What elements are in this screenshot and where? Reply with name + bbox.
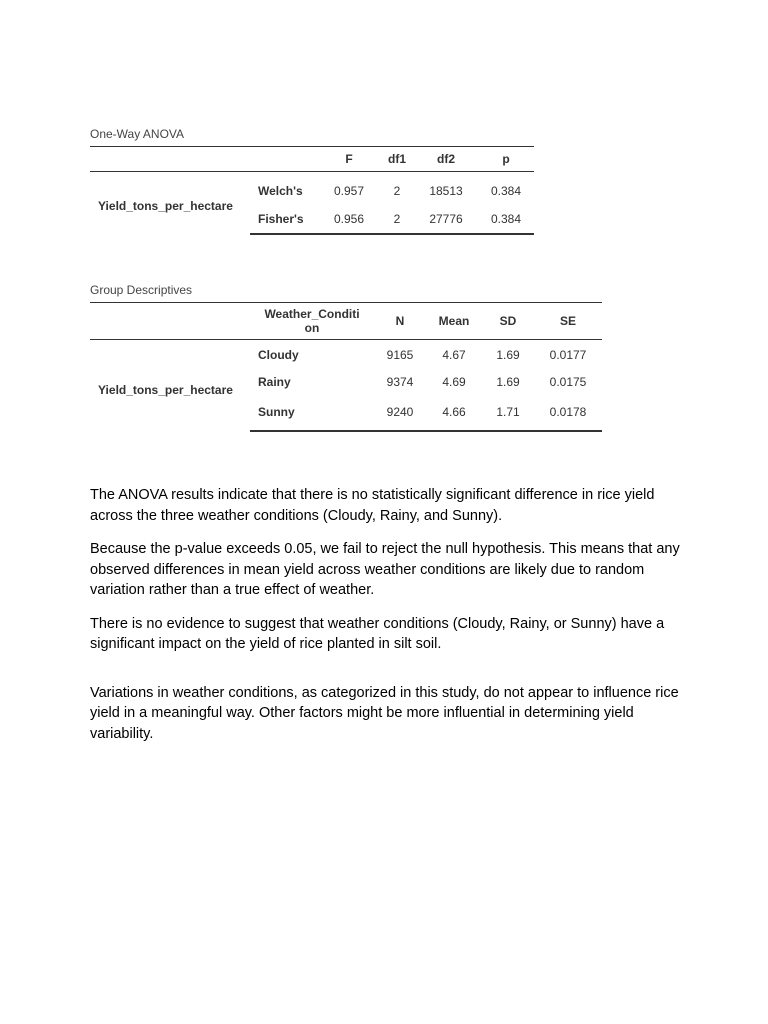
descriptives-se-value: 0.0177 (549, 348, 587, 362)
descriptives-n-value: 9374 (386, 375, 414, 389)
descriptives-table-title: Group Descriptives (90, 283, 193, 297)
anova-table-title: One-Way ANOVA (90, 127, 185, 141)
anova-header-row (90, 147, 534, 172)
anova-header-df1: df1 (380, 147, 414, 172)
anova-table-block (90, 127, 534, 235)
descriptives-header-n: N (374, 303, 426, 340)
anova-test-name: Welch's (258, 184, 303, 198)
descriptives-sd-value: 1.71 (482, 394, 534, 431)
interpretation-paragraph: Because the p-value exceeds 0.05, we fail to reject the null hypothesis. This means that any observed differences in mean yield across weather conditions are likely due to random variation rather than a true effect of weather. (90, 541, 680, 598)
descriptives-table (90, 302, 602, 432)
interpretation-paragraph: The ANOVA results indicate that there is no statistically significant difference in rice yield across the three weather conditions (Cloudy, Rainy, and Sunny). (90, 487, 655, 524)
anova-header-dependent (90, 147, 250, 172)
descriptives-mean-value: 4.69 (442, 375, 466, 389)
anova-df1-value: 2 (393, 184, 401, 198)
descriptives-n-value: 9240 (374, 394, 426, 431)
descriptives-header-mean: Mean (426, 303, 482, 340)
descriptives-header-dependent (90, 303, 250, 340)
descriptives-sd-value: 1.69 (496, 375, 520, 389)
table-row (90, 340, 602, 371)
descriptives-group-name: Sunny (250, 394, 374, 431)
descriptives-table-block (90, 283, 602, 432)
descriptives-header-group: Weather_Condition (250, 303, 374, 340)
anova-f-value: 0.956 (318, 205, 380, 234)
results-interpretation (90, 485, 690, 757)
descriptives-header-row (90, 303, 602, 340)
table-row (90, 172, 534, 206)
descriptives-se-value: 0.0175 (549, 375, 587, 389)
anova-dependent-variable: Yield_tons_per_hectare (98, 198, 233, 213)
descriptives-group-name: Rainy (258, 375, 291, 389)
anova-p-value: 0.384 (478, 205, 534, 234)
descriptives-se-value: 0.0178 (534, 394, 602, 431)
descriptives-mean-value: 4.67 (442, 348, 466, 362)
anova-test-name: Fisher's (250, 205, 318, 234)
anova-table (90, 146, 534, 235)
anova-header-test (250, 147, 318, 172)
anova-f-value: 0.957 (333, 184, 365, 198)
anova-header-p: p (478, 147, 534, 172)
interpretation-paragraph: Variations in weather conditions, as categorized in this study, do not appear to influence rice yield in a meaningful way. Other factors might be more influential in determining yield variability. (90, 684, 679, 742)
anova-df2-value: 27776 (414, 205, 478, 234)
descriptives-header-sd: SD (482, 303, 534, 340)
descriptives-sd-value: 1.69 (496, 348, 520, 362)
descriptives-group-name: Cloudy (258, 348, 299, 362)
descriptives-n-value: 9165 (386, 348, 414, 362)
anova-header-df2: df2 (414, 147, 478, 172)
anova-df1-value: 2 (380, 205, 414, 234)
descriptives-header-se: SE (534, 303, 602, 340)
anova-p-value: 0.384 (490, 184, 522, 198)
anova-df2-value: 18513 (429, 184, 463, 198)
anova-header-f: F (318, 147, 380, 172)
interpretation-paragraph: There is no evidence to suggest that weather conditions (Cloudy, Rainy, or Sunny) have a significant impact on the yield of rice planted in silt soil. (90, 615, 665, 652)
descriptives-mean-value: 4.66 (426, 394, 482, 431)
descriptives-dependent-variable: Yield_tons_per_hectare (98, 382, 233, 397)
